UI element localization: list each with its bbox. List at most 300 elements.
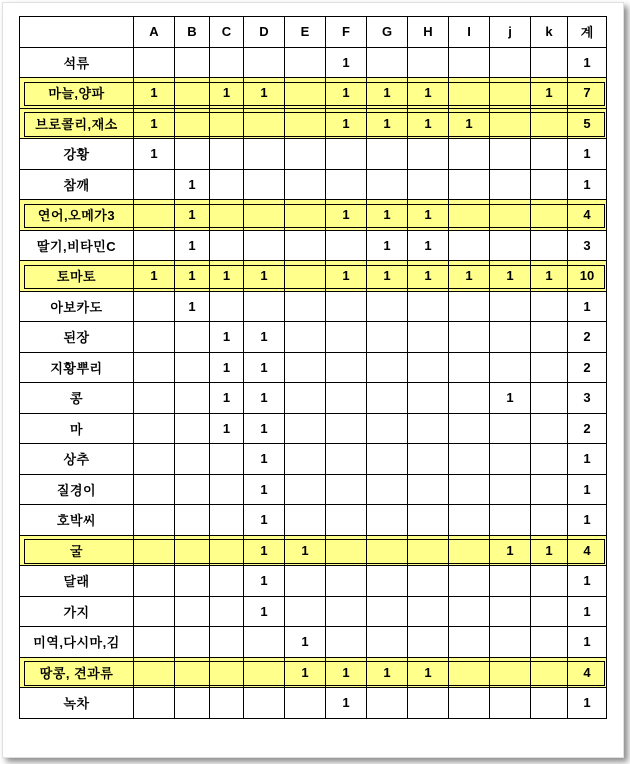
table-cell <box>490 108 531 139</box>
table-cell <box>367 47 408 78</box>
table-cell: 1 <box>326 200 367 231</box>
table-cell <box>285 413 326 444</box>
table-cell: 1 <box>367 108 408 139</box>
total-cell: 4 <box>568 657 607 688</box>
total-cell: 1 <box>568 596 607 627</box>
table-cell <box>490 505 531 536</box>
table-cell: 1 <box>449 108 490 139</box>
table-cell: 1 <box>210 383 244 414</box>
table-cell <box>175 627 210 658</box>
table-cell: 1 <box>175 261 210 292</box>
table-cell <box>134 169 175 200</box>
table-cell <box>408 474 449 505</box>
table-cell: 1 <box>490 261 531 292</box>
table-cell <box>134 352 175 383</box>
table-cell: 1 <box>244 261 285 292</box>
table-cell <box>285 474 326 505</box>
table-row <box>20 230 607 261</box>
table-cell: 1 <box>531 261 568 292</box>
table-cell: 1 <box>408 78 449 109</box>
header-row <box>20 17 607 48</box>
table-cell <box>531 627 568 658</box>
table-row <box>20 383 607 414</box>
row-label <box>20 169 134 200</box>
row-label-text: 호박씨 <box>56 513 97 529</box>
row-label <box>20 596 134 627</box>
table-cell: 1 <box>367 78 408 109</box>
table-cell <box>449 444 490 475</box>
table-cell <box>367 291 408 322</box>
table-cell <box>285 230 326 261</box>
table-cell <box>210 596 244 627</box>
table-cell <box>367 688 408 719</box>
row-label <box>20 352 134 383</box>
table-cell <box>210 108 244 139</box>
col-header: E <box>285 17 326 48</box>
table-cell <box>490 139 531 170</box>
table-cell <box>531 47 568 78</box>
table-cell <box>490 657 531 688</box>
table-cell <box>285 383 326 414</box>
table-cell <box>244 200 285 231</box>
table-cell <box>490 352 531 383</box>
table-cell <box>134 474 175 505</box>
table-cell <box>531 200 568 231</box>
table-row <box>20 413 607 444</box>
table-cell <box>210 657 244 688</box>
table-cell <box>175 47 210 78</box>
table-cell <box>326 444 367 475</box>
table-cell <box>175 352 210 383</box>
col-header: G <box>367 17 408 48</box>
total-cell: 5 <box>568 108 607 139</box>
table-cell <box>134 688 175 719</box>
table-cell <box>408 596 449 627</box>
table-cell <box>285 688 326 719</box>
table-cell <box>244 139 285 170</box>
table-cell <box>285 47 326 78</box>
table-cell <box>285 261 326 292</box>
table-cell: 1 <box>285 627 326 658</box>
col-header: B <box>175 17 210 48</box>
table-cell: 1 <box>531 535 568 566</box>
table-cell <box>490 413 531 444</box>
table-cell: 1 <box>285 535 326 566</box>
table-cell <box>210 688 244 719</box>
table-cell <box>408 535 449 566</box>
table-cell <box>531 230 568 261</box>
table-cell: 1 <box>210 352 244 383</box>
table-cell <box>134 444 175 475</box>
table-row <box>20 535 607 566</box>
table-cell <box>175 688 210 719</box>
table-cell <box>408 47 449 78</box>
table-cell: 1 <box>326 688 367 719</box>
table-cell <box>449 230 490 261</box>
table-cell: 1 <box>244 505 285 536</box>
table-cell: 1 <box>244 566 285 597</box>
row-label <box>20 291 134 322</box>
table-cell <box>367 413 408 444</box>
table-cell: 1 <box>326 47 367 78</box>
table-cell <box>285 596 326 627</box>
table-cell <box>408 352 449 383</box>
table-cell <box>449 413 490 444</box>
table-row <box>20 261 607 292</box>
table-cell <box>408 688 449 719</box>
total-cell: 2 <box>568 352 607 383</box>
table-row <box>20 291 607 322</box>
table-cell: 1 <box>326 261 367 292</box>
table-cell <box>175 566 210 597</box>
table-cell <box>285 505 326 536</box>
table-cell: 1 <box>175 200 210 231</box>
table-row <box>20 505 607 536</box>
table-cell: 1 <box>175 291 210 322</box>
table-cell <box>531 383 568 414</box>
table-row <box>20 108 607 139</box>
table-row <box>20 474 607 505</box>
table-cell: 1 <box>449 261 490 292</box>
table-cell <box>531 108 568 139</box>
table-cell <box>531 291 568 322</box>
row-label-text: 가지 <box>63 604 90 620</box>
table-row <box>20 47 607 78</box>
table-cell <box>210 566 244 597</box>
table-cell <box>449 200 490 231</box>
table-cell: 1 <box>285 657 326 688</box>
table-cell <box>449 474 490 505</box>
table-cell <box>367 474 408 505</box>
table-cell <box>490 596 531 627</box>
table-cell <box>285 200 326 231</box>
row-label-text: 지황뿌리 <box>50 360 103 376</box>
table-cell <box>210 169 244 200</box>
table-cell: 1 <box>367 200 408 231</box>
table-cell <box>490 230 531 261</box>
table-row <box>20 322 607 353</box>
table-cell: 1 <box>244 535 285 566</box>
total-cell: 1 <box>568 291 607 322</box>
table-row <box>20 352 607 383</box>
row-label <box>20 200 134 231</box>
table-cell <box>210 230 244 261</box>
row-label-text: 아보카도 <box>50 299 103 315</box>
table-cell: 1 <box>326 108 367 139</box>
table-cell <box>490 291 531 322</box>
table-cell: 1 <box>134 108 175 139</box>
table-cell: 1 <box>210 413 244 444</box>
table-cell <box>285 108 326 139</box>
table-cell <box>531 139 568 170</box>
table-cell <box>408 627 449 658</box>
row-label <box>20 383 134 414</box>
row-label <box>20 657 134 688</box>
row-label <box>20 535 134 566</box>
table-cell <box>367 322 408 353</box>
table-cell: 1 <box>490 383 531 414</box>
table-cell <box>285 169 326 200</box>
table-cell <box>175 444 210 475</box>
table-cell <box>367 169 408 200</box>
table-cell <box>408 291 449 322</box>
table-cell <box>244 291 285 322</box>
table-cell <box>449 596 490 627</box>
table-cell <box>285 566 326 597</box>
table-cell: 1 <box>244 78 285 109</box>
total-cell: 3 <box>568 383 607 414</box>
table-cell <box>367 352 408 383</box>
row-label <box>20 230 134 261</box>
table-cell: 1 <box>244 383 285 414</box>
table-cell <box>367 505 408 536</box>
table-cell <box>490 627 531 658</box>
table-cell <box>175 474 210 505</box>
table-cell <box>244 169 285 200</box>
table-row <box>20 627 607 658</box>
col-header-total: 계 <box>568 17 607 48</box>
row-label-text: 마 <box>69 421 84 437</box>
table-cell: 1 <box>244 444 285 475</box>
table-cell <box>134 596 175 627</box>
table-cell <box>367 627 408 658</box>
table-cell <box>175 596 210 627</box>
table-cell <box>367 566 408 597</box>
table-cell: 1 <box>490 535 531 566</box>
table-cell <box>285 139 326 170</box>
row-label-text: 질경이 <box>56 482 97 498</box>
table-cell <box>408 322 449 353</box>
table-cell <box>244 627 285 658</box>
table-cell <box>210 139 244 170</box>
table-cell <box>134 230 175 261</box>
row-label <box>20 474 134 505</box>
total-cell: 1 <box>568 566 607 597</box>
table-cell: 1 <box>134 261 175 292</box>
table-cell <box>134 627 175 658</box>
total-cell: 1 <box>568 474 607 505</box>
table-cell <box>134 657 175 688</box>
table-row <box>20 78 607 109</box>
row-label-text: 브로콜리,재소 <box>35 116 118 132</box>
table-cell <box>244 47 285 78</box>
table-cell: 1 <box>408 657 449 688</box>
table-cell <box>210 47 244 78</box>
table-cell <box>490 200 531 231</box>
col-header: k <box>531 17 568 48</box>
total-cell: 4 <box>568 200 607 231</box>
row-label <box>20 413 134 444</box>
row-label-text: 석류 <box>63 55 90 71</box>
table-cell <box>490 474 531 505</box>
total-cell: 2 <box>568 413 607 444</box>
table-cell: 1 <box>367 657 408 688</box>
row-label-text: 땅콩, 견과류 <box>39 665 114 681</box>
table-cell <box>449 47 490 78</box>
table-cell <box>367 596 408 627</box>
table-cell <box>134 413 175 444</box>
total-cell: 10 <box>568 261 607 292</box>
total-cell: 1 <box>568 169 607 200</box>
table-cell <box>134 47 175 78</box>
row-label-text: 된장 <box>63 330 90 346</box>
table-cell <box>210 535 244 566</box>
table-cell <box>326 474 367 505</box>
table-cell <box>210 291 244 322</box>
table-cell <box>210 200 244 231</box>
row-label-text: 딸기,비타민C <box>36 238 117 254</box>
table-cell <box>326 352 367 383</box>
row-label-text: 미역,다시마,김 <box>33 635 120 651</box>
table-cell <box>326 291 367 322</box>
table-row <box>20 200 607 231</box>
table-row <box>20 688 607 719</box>
table-cell <box>326 322 367 353</box>
row-label-text: 강황 <box>63 147 90 163</box>
table-cell <box>244 230 285 261</box>
row-label <box>20 322 134 353</box>
table-cell: 1 <box>408 230 449 261</box>
row-label <box>20 261 134 292</box>
table-cell <box>175 78 210 109</box>
table-cell <box>285 291 326 322</box>
table-cell <box>285 78 326 109</box>
table-cell <box>408 505 449 536</box>
table-cell <box>449 535 490 566</box>
table-cell: 1 <box>531 78 568 109</box>
table-cell <box>490 169 531 200</box>
table-cell <box>285 352 326 383</box>
row-label-text: 굴 <box>69 543 84 559</box>
table-cell <box>367 444 408 475</box>
row-label-text: 녹차 <box>63 696 90 712</box>
table-cell <box>326 169 367 200</box>
table-cell <box>490 322 531 353</box>
table-cell <box>326 413 367 444</box>
table-row <box>20 139 607 170</box>
table-cell <box>134 200 175 231</box>
table-cell <box>134 566 175 597</box>
table-cell <box>326 139 367 170</box>
table-cell <box>408 169 449 200</box>
table-cell <box>490 47 531 78</box>
document-page <box>2 2 624 758</box>
row-label-text: 상추 <box>63 452 90 468</box>
total-cell: 1 <box>568 688 607 719</box>
total-cell: 1 <box>568 47 607 78</box>
table-cell <box>449 688 490 719</box>
table-row <box>20 444 607 475</box>
table-cell: 1 <box>175 230 210 261</box>
total-cell: 2 <box>568 322 607 353</box>
table-cell <box>326 505 367 536</box>
row-label-text: 토마토 <box>56 269 97 285</box>
table-cell <box>244 688 285 719</box>
table-cell <box>449 169 490 200</box>
table-cell: 1 <box>367 230 408 261</box>
table-cell <box>134 383 175 414</box>
table-cell <box>490 444 531 475</box>
table-cell <box>408 383 449 414</box>
table-cell: 1 <box>326 657 367 688</box>
table-cell <box>175 413 210 444</box>
table-cell: 1 <box>210 261 244 292</box>
table-cell <box>134 505 175 536</box>
col-header: A <box>134 17 175 48</box>
row-label <box>20 444 134 475</box>
col-header: F <box>326 17 367 48</box>
row-label-text: 마늘,양파 <box>48 86 105 102</box>
table-cell <box>449 322 490 353</box>
table-cell <box>449 627 490 658</box>
total-cell: 1 <box>568 139 607 170</box>
table-cell <box>531 505 568 536</box>
total-cell: 7 <box>568 78 607 109</box>
table-cell <box>531 413 568 444</box>
col-header: j <box>490 17 531 48</box>
table-cell: 1 <box>326 78 367 109</box>
col-header: C <box>210 17 244 48</box>
col-header: D <box>244 17 285 48</box>
table-cell: 1 <box>367 261 408 292</box>
table-cell <box>408 413 449 444</box>
row-label <box>20 108 134 139</box>
row-label-text: 달래 <box>63 574 90 590</box>
table-cell <box>367 139 408 170</box>
table-cell: 1 <box>408 261 449 292</box>
table-cell <box>326 596 367 627</box>
table-cell <box>244 657 285 688</box>
table-cell <box>210 444 244 475</box>
corner-cell <box>20 17 134 48</box>
table-cell <box>531 322 568 353</box>
table-cell <box>210 505 244 536</box>
table-cell <box>134 322 175 353</box>
table-cell <box>175 505 210 536</box>
table-cell <box>285 444 326 475</box>
table-cell <box>210 474 244 505</box>
col-header: I <box>449 17 490 48</box>
row-label <box>20 47 134 78</box>
table-row <box>20 596 607 627</box>
table-cell <box>449 139 490 170</box>
table-row <box>20 657 607 688</box>
table-cell <box>175 139 210 170</box>
table-cell <box>367 383 408 414</box>
table-cell <box>175 657 210 688</box>
table-cell <box>531 596 568 627</box>
table-cell <box>326 535 367 566</box>
table-cell <box>449 291 490 322</box>
row-label-text: 콩 <box>69 391 84 407</box>
table-cell <box>449 352 490 383</box>
table-cell: 1 <box>210 78 244 109</box>
table-cell: 1 <box>244 413 285 444</box>
table-cell: 1 <box>244 322 285 353</box>
table-cell: 1 <box>244 352 285 383</box>
table-cell: 1 <box>175 169 210 200</box>
table-cell <box>531 474 568 505</box>
table-cell <box>490 688 531 719</box>
row-label <box>20 78 134 109</box>
table-cell <box>531 566 568 597</box>
total-cell: 1 <box>568 505 607 536</box>
food-table <box>19 16 607 719</box>
table-cell <box>449 505 490 536</box>
row-label <box>20 627 134 658</box>
row-label <box>20 139 134 170</box>
table-cell <box>285 322 326 353</box>
